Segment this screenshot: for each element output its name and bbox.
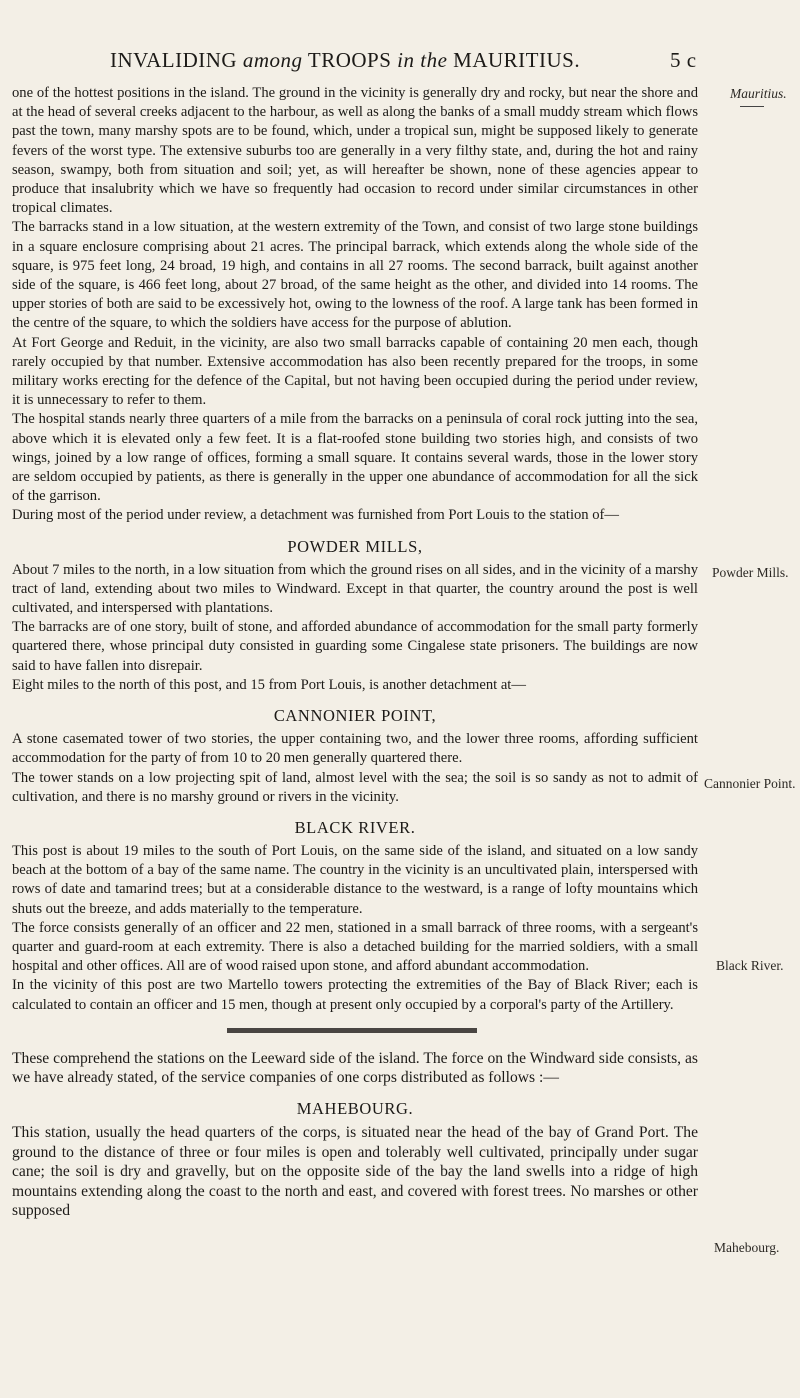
section-heading-black-river: BLACK RIVER.: [294, 817, 416, 837]
header-title-1: INVALIDING: [110, 48, 243, 72]
margin-note-powder-mills: Powder Mills.: [712, 565, 789, 580]
page-reference: 5 c: [670, 48, 697, 72]
paragraph: The barracks are of one story, built of stone, and afforded abundance of accommodation for the small party formerly quartered there, whose principal duty consisted in guarding some Cingalese state prisoners. The buildings are now said to have fallen into disrepair.: [12, 619, 698, 674]
paragraph: About 7 miles to the north, in a low situation from which the ground rises on all sides, and in the vicinity of a marshy tract of land, extending about two miles to Windward. Except in that quarter, the country around the post is well cultivated, and interspersed with plantations.: [12, 561, 698, 617]
header-title-5: MAURITIUS.: [447, 48, 581, 72]
paragraph: This station, usually the head quarters of the corps, is situated near the head of the bay of Grand Port. The ground to the distance of three or four miles is open and tolerably well cultivated, principally under sugar cane; the soil is dry and gravelly, but on the opposite side of the bay the land swells into a ridge of high mountains extending along the coast to the north and east, and covered with forest trees. No marshes or other supposed: [12, 1123, 698, 1220]
margin-divider: [740, 106, 764, 107]
header-title-4: in the: [397, 48, 448, 72]
paragraph: In the vicinity of this post are two Martello towers protecting the extremities of the Bay of Black River; each is calculated to contain an officer and 15 men, though at present only occupied by a corporal's party of the Artillery.: [12, 977, 698, 1013]
paragraph: During most of the period under review, a detachment was furnished from Port Louis to the station of—: [12, 507, 619, 524]
paragraph: The force consists generally of an officer and 22 men, stationed in a small barrack of three rooms, with a sergeant's quarter and guard-room at each extremity. There is also a detached building for the married soldiers, with a small hospital and other offices. All are of wood raised upon stone, and afford abundant accommodation.: [12, 919, 698, 975]
paragraph: A stone casemated tower of two stories, the upper containing two, and the lower three rooms, affording sufficient accommodation for the party of from 10 to 20 men generally quartered there.: [12, 731, 698, 767]
margin-note-mauritius: Mauritius.: [730, 86, 787, 101]
paragraph: The hospital stands nearly three quarters of a mile from the barracks on a peninsula of coral rock jutting into the sea, above which it is elevated only a few feet. It is a flat-roofed stone building two stories high, and consists of two wings, joined by a low range of offices, forming a small square. It contains several wards, those in the lower story are seldom occupied by patients, as there is generally in the upper one abundance of accommodation for all the sick of the garrison.: [12, 411, 698, 505]
section-heading-powder-mills: POWDER MILLS,: [287, 536, 423, 556]
paragraph: The barracks stand in a low situation, at the western extremity of the Town, and consist of two large stone buildings in a square enclosure comprising about 21 acres. The principal barrack, which extends along the whole side of the square, is 975 feet long, 24 broad, 19 high, and contains in all 27 rooms. The second barrack, built against another side of the square, is 466 feet long, about 27 broad, of the same height as the other, and divided into 14 rooms. The upper stories of both are said to be excessively hot, owing to the lowness of the roof. A large tank has been formed in the centre of the square, to which the soldiers have access for the purpose of ablution.: [12, 219, 698, 332]
running-header: [110, 48, 710, 73]
section-break: [12, 1015, 698, 1049]
paragraph: At Fort George and Reduit, in the vicinity, are also two small barracks capable of containing 20 men each, though rarely occupied by that number. Extensive accommodation has also been recently prepared for the troops, in some military works erecting for the defence of the Capital, but not having been occupied during the period under review, it is unnecessary to refer to them.: [12, 334, 698, 409]
paragraph: This post is about 19 miles to the south of Port Louis, on the same side of the island, and situated on a low sandy beach at the bottom of a bay of the same name. The country in the vicinity is an uncultivated plain, interspersed with rows of date and tamarind trees; but at a considerable distance to the westward, is a range of lofty mountains which shuts out the breeze, and adds materially to the temperature.: [12, 842, 698, 917]
margin-note-mahebourg: Mahebourg.: [714, 1240, 780, 1255]
section-heading-mahebourg: MAHEBOURG.: [296, 1098, 414, 1118]
header-title-2: among: [242, 48, 303, 72]
margin-note-black-river: Black River.: [716, 958, 784, 973]
header-title-3: TROOPS: [302, 48, 398, 72]
paragraph: The tower stands on a low projecting spit of land, almost level with the sea; the soil is so sandy as not to admit of cultivation, and there is no marshy ground or rivers in the vicinity.: [12, 769, 698, 805]
body-text: [12, 84, 698, 1221]
paragraph: one of the hottest positions in the island. The ground in the vicinity is generally dry and rocky, but near the shore and at the head of several creeks adjacent to the harbour, as well as along the banks of a small muddy stream which flows past the town, many marshy spots are to be found, which, under a tropical sun, might be supposed likely to generate fevers of the worst type. The extensive suburbs too are generally in a very filthy state, and, during the hot and rainy season, swampy, both from situation and soil; yet, as will hereafter be shown, none of these agencies appear to produce that insalubrity which we have so frequently had occasion to record under similar circumstances in other tropical climates.: [12, 85, 698, 217]
paragraph: These comprehend the stations on the Leeward side of the island. The force on the Windward side consists, as we have already stated, of the service companies of one corps distributed as follows :—: [12, 1049, 698, 1087]
section-heading-cannonier-point: CANNONIER POINT,: [273, 706, 437, 726]
margin-note-cannonier-point: Cannonier Point.: [704, 776, 796, 791]
paragraph: Eight miles to the north of this post, and 15 from Port Louis, is another detachment at—: [12, 676, 526, 693]
horizontal-rule: [227, 1028, 477, 1033]
